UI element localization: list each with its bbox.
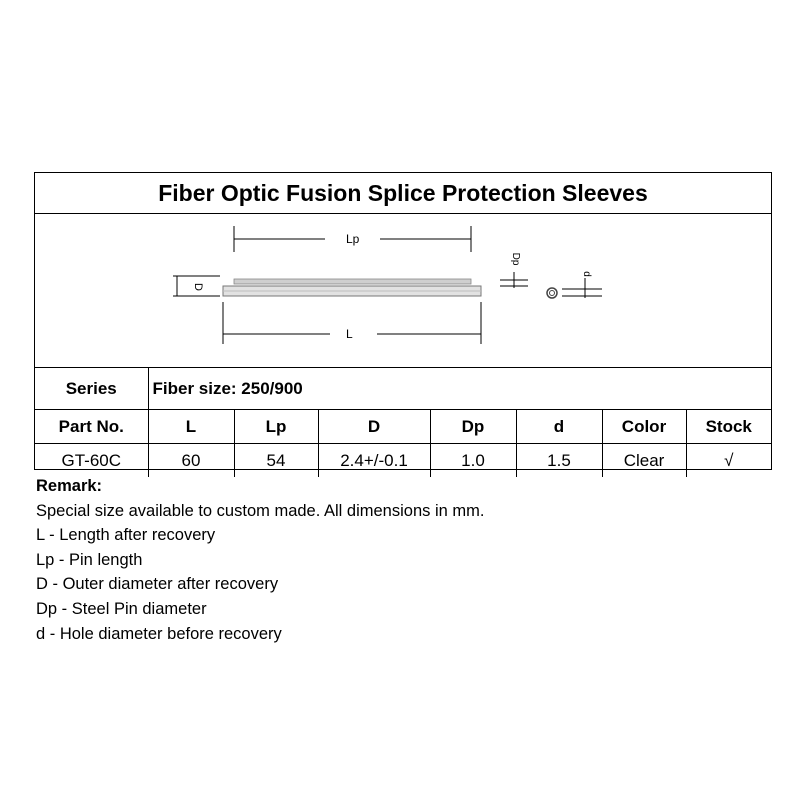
series-label: Series bbox=[35, 368, 148, 410]
cell-color: Clear bbox=[602, 444, 686, 478]
remarks-section bbox=[36, 474, 484, 646]
remark-line: L - Length after recovery bbox=[36, 526, 216, 545]
col-header-l: L bbox=[148, 410, 234, 444]
remark-line: D - Outer diameter after recovery bbox=[36, 575, 279, 594]
remarks-title: Remark: bbox=[36, 477, 103, 495]
col-header-color: Color bbox=[602, 410, 686, 444]
cell-lp: 54 bbox=[234, 444, 318, 478]
header-row bbox=[35, 410, 771, 444]
sleeve-body bbox=[223, 279, 481, 296]
col-header-d: D bbox=[318, 410, 430, 444]
remark-line: Dp - Steel Pin diameter bbox=[36, 599, 207, 618]
sleeve-diagram-svg bbox=[35, 214, 771, 368]
label-lp: Lp bbox=[346, 232, 360, 246]
label-d-outer: D bbox=[192, 283, 204, 291]
series-row bbox=[35, 368, 771, 410]
table-row bbox=[35, 444, 771, 478]
spec-sheet-frame bbox=[34, 172, 772, 470]
cell-stock: √ bbox=[686, 444, 771, 478]
col-header-part-no: Part No. bbox=[35, 410, 148, 444]
remark-line: d - Hole diameter before recovery bbox=[36, 624, 282, 643]
col-header-lp: Lp bbox=[234, 410, 318, 444]
col-header-d-hole: d bbox=[516, 410, 602, 444]
d-hole-cross-section bbox=[547, 278, 602, 298]
label-d-hole: d bbox=[581, 271, 592, 277]
sleeve-drawing bbox=[35, 214, 771, 368]
cell-d: 2.4+/-0.1 bbox=[318, 444, 430, 478]
label-l: L bbox=[346, 327, 353, 341]
cell-dp: 1.0 bbox=[430, 444, 516, 478]
remark-line: Special size available to custom made. All dimensions in mm. bbox=[36, 501, 485, 520]
series-value: Fiber size: 250/900 bbox=[148, 368, 771, 410]
cell-part-no: GT-60C bbox=[35, 444, 148, 478]
cell-l: 60 bbox=[148, 444, 234, 478]
spec-table bbox=[35, 368, 771, 477]
page-title: Fiber Optic Fusion Splice Protection Sleeves bbox=[35, 173, 771, 214]
col-header-dp: Dp bbox=[430, 410, 516, 444]
dp-cross-section bbox=[500, 272, 528, 288]
remark-line: Lp - Pin length bbox=[36, 550, 143, 569]
cell-d-hole: 1.5 bbox=[516, 444, 602, 478]
col-header-stock: Stock bbox=[686, 410, 771, 444]
label-dp: Dp bbox=[510, 252, 521, 266]
